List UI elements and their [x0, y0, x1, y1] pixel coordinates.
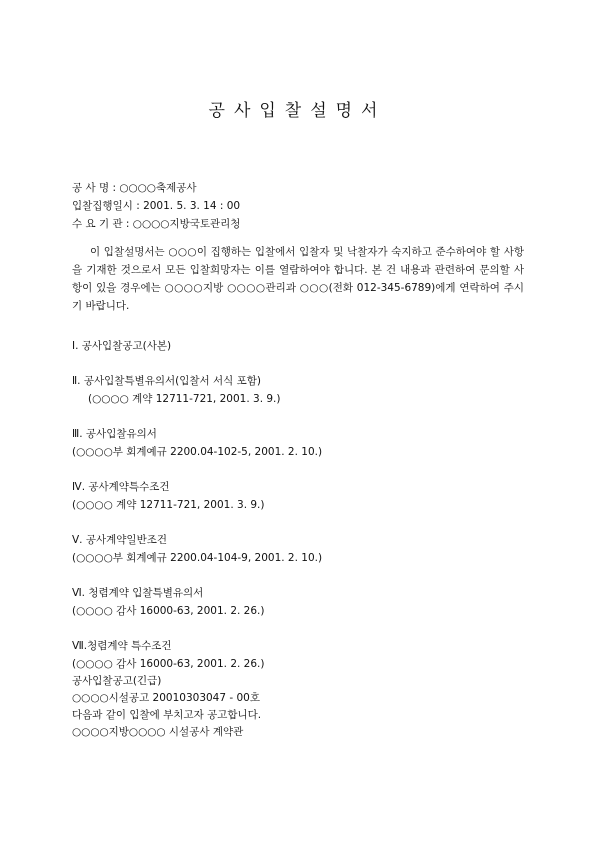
project-name: 공 사 명 : ○○○○축제공사 — [72, 182, 197, 194]
section-2-ref: (○○○○ 계약 12711-721, 2001. 3. 9.) — [88, 393, 281, 405]
bid-date: 입찰집행일시 : 2001. 5. 3. 14 : 00 — [72, 200, 241, 212]
section-6-heading: Ⅵ. 청렴계약 입찰특별유의서 — [72, 587, 204, 599]
section-1-heading: Ⅰ. 공사입찰공고(사본) — [72, 340, 172, 352]
notice-number: ○○○○시설공고 20010303047 - 00호 — [72, 692, 261, 704]
section-5-ref: (○○○○부 회계예규 2200.04-104-9, 2001. 2. 10.) — [72, 552, 323, 564]
notice-statement: 다음과 같이 입찰에 부치고자 공고합니다. — [72, 709, 262, 721]
section-2-heading: Ⅱ. 공사입찰특별유의서(입찰서 서식 포함) — [72, 375, 261, 387]
section-3-ref: (○○○○부 회계예규 2200.04-102-5, 2001. 2. 10.) — [72, 446, 323, 458]
section-7-heading: Ⅶ.청렴계약 특수조건 — [72, 640, 172, 652]
notice-office: ○○○○지방○○○○ 시설공사 계약관 — [72, 726, 244, 738]
ordering-agency: 수 요 기 관 : ○○○○지방국토관리청 — [72, 218, 241, 230]
section-4-ref: (○○○○ 계약 12711-721, 2001. 3. 9.) — [72, 499, 265, 511]
notice-title: 공사입찰공고(긴급) — [72, 675, 162, 687]
section-6-ref: (○○○○ 감사 16000-63, 2001. 2. 26.) — [72, 605, 265, 617]
section-7-ref: (○○○○ 감사 16000-63, 2001. 2. 26.) — [72, 658, 265, 670]
section-4-heading: Ⅳ. 공사계약특수조건 — [72, 481, 170, 493]
intro-paragraph: 이 입찰설명서는 ○○○이 집행하는 입찰에서 입찰자 및 낙찰자가 숙지하고 준수하여야 할 사항을 기재한 것으로서 모든 입찰희망자는 이를 열람하여야 합니다. 본 건 내용과 관련하여 문의할 사항이 있을 경우에는 ○○○○지방 ○○○○관리과 ○○○(전화 012-345-6789)에게 연락하여 주시기 바랍니다. — [72, 246, 524, 312]
section-3-heading: Ⅲ. 공사입찰유의서 — [72, 428, 157, 440]
section-5-heading: Ⅴ. 공사계약일반조건 — [72, 534, 168, 546]
document-title: 공사입찰설명서 — [208, 101, 387, 121]
